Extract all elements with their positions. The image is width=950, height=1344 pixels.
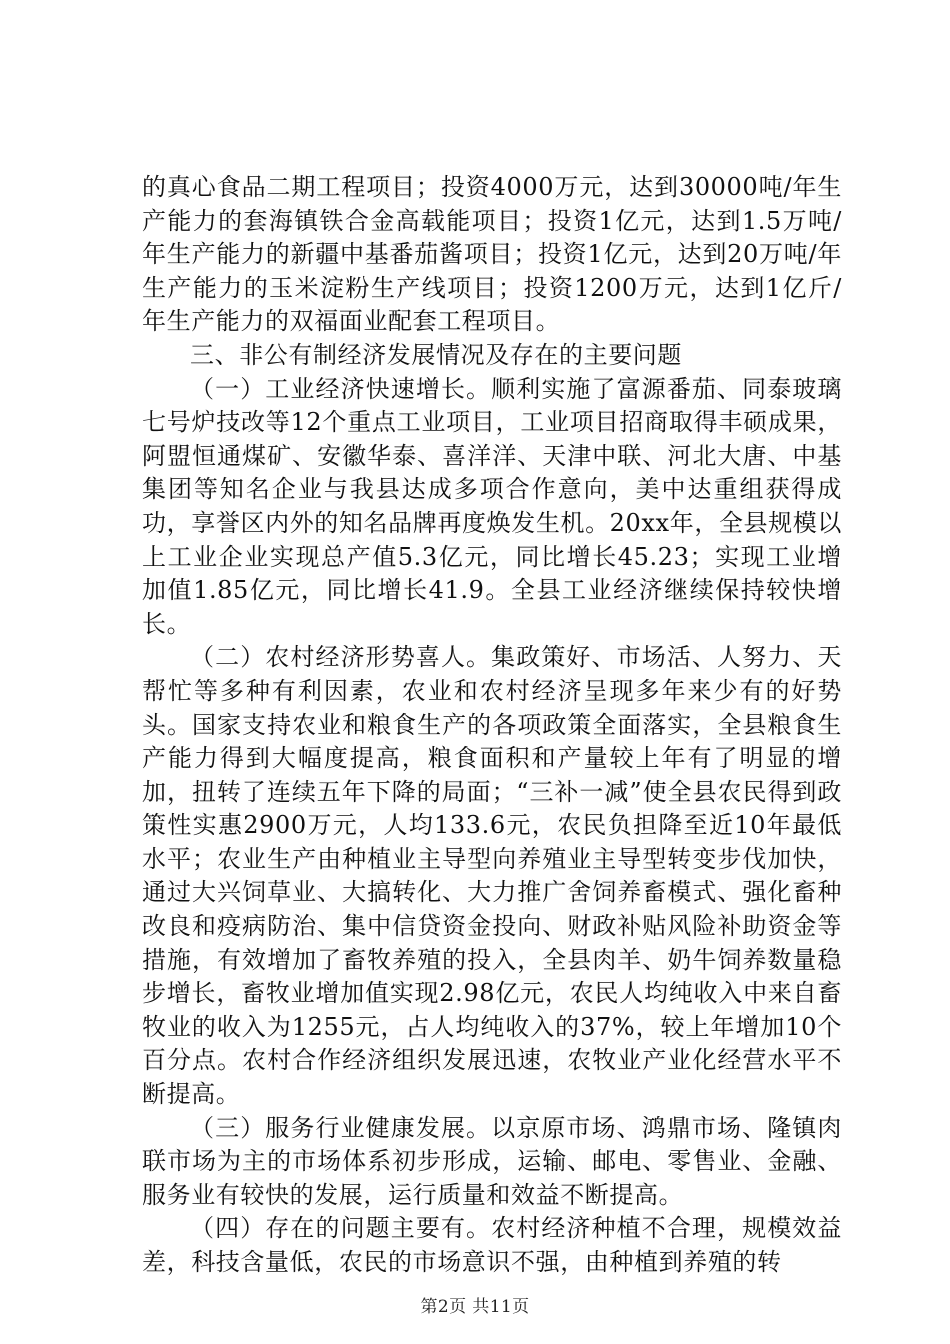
paragraph-rural-economy: （二）农村经济形势喜人。集政策好、市场活、人努力、天帮忙等多种有利因素，农业和农村经济呈现多年来少有的好势头。国家支持农业和粮食生产的各项政策全面落实，全县粮食生产能力得到大幅度提高，粮食面积和产量较上年有了明显的增加，扭转了连续五年下降的局面；“三补一减”使全县农民得到政策性实惠2900万元，人均133.6元，农民负担降至近10年最低水平；农业生产由种植业主导型向养殖业主导型转变步伐加快，通过大兴饲草业、大搞转化、大力推广舍饲养畜模式、强化畜种改良和疫病防治、集中信贷资金投向、财政补贴风险补助资金等措施，有效增加了畜牧养殖的投入，全县肉羊、奶牛饲养数量稳步增长，畜牧业增加值实现2.98亿元，农民人均纯收入中来自畜牧业的收入为1255元，占人均纯收入的37%，较上年增加10个百分点。农村合作经济组织发展迅速，农牧业产业化经营水平不断提高。 [142,643,842,1109]
paragraph-project-list: 的真心食品二期工程项目；投资4000万元，达到30000吨/年生产能力的套海镇铁合金高载能项目；投资1亿元，达到1.5万吨/年生产能力的新疆中基番茄酱项目；投资1亿元，达到20万吨/年生产能力的玉米淀粉生产线项目；投资1200万元，达到1亿斤/年生产能力的双福面业配套工程项目。 [142,173,842,336]
paragraph-problems: （四）存在的问题主要有。农村经济种植不合理，规模效益差，科技含量低，农民的市场意识不强，由种植到养殖的转 [142,1214,842,1276]
paragraph-industrial-economy: （一）工业经济快速增长。顺利实施了富源番茄、同泰玻璃七号炉技改等12个重点工业项目，工业项目招商取得丰硕成果，阿盟恒通煤矿、安徽华泰、喜洋洋、天津中联、河北大唐、中基集团等知名企业与我县达成多项合作意向，美中达重组获得成功，享誉区内外的知名品牌再度焕发生机。20xx年，全县规模以上工业企业实现总产值5.3亿元，同比增长45.23；实现工业增加值1.85亿元，同比增长41.9。全县工业经济继续保持较快增长。 [142,374,842,638]
document-body [142,171,842,1280]
paragraph-service-industry: （三）服务行业健康发展。以京原市场、鸿鼎市场、隆镇肉联市场为主的市场体系初步形成，运输、邮电、零售业、金融、服务业有较快的发展，运行质量和效益不断提高。 [142,1113,842,1209]
section-heading: 三、非公有制经济发展情况及存在的主要问题 [190,340,682,369]
page-footer: 第2页 共11页 [420,1297,530,1317]
